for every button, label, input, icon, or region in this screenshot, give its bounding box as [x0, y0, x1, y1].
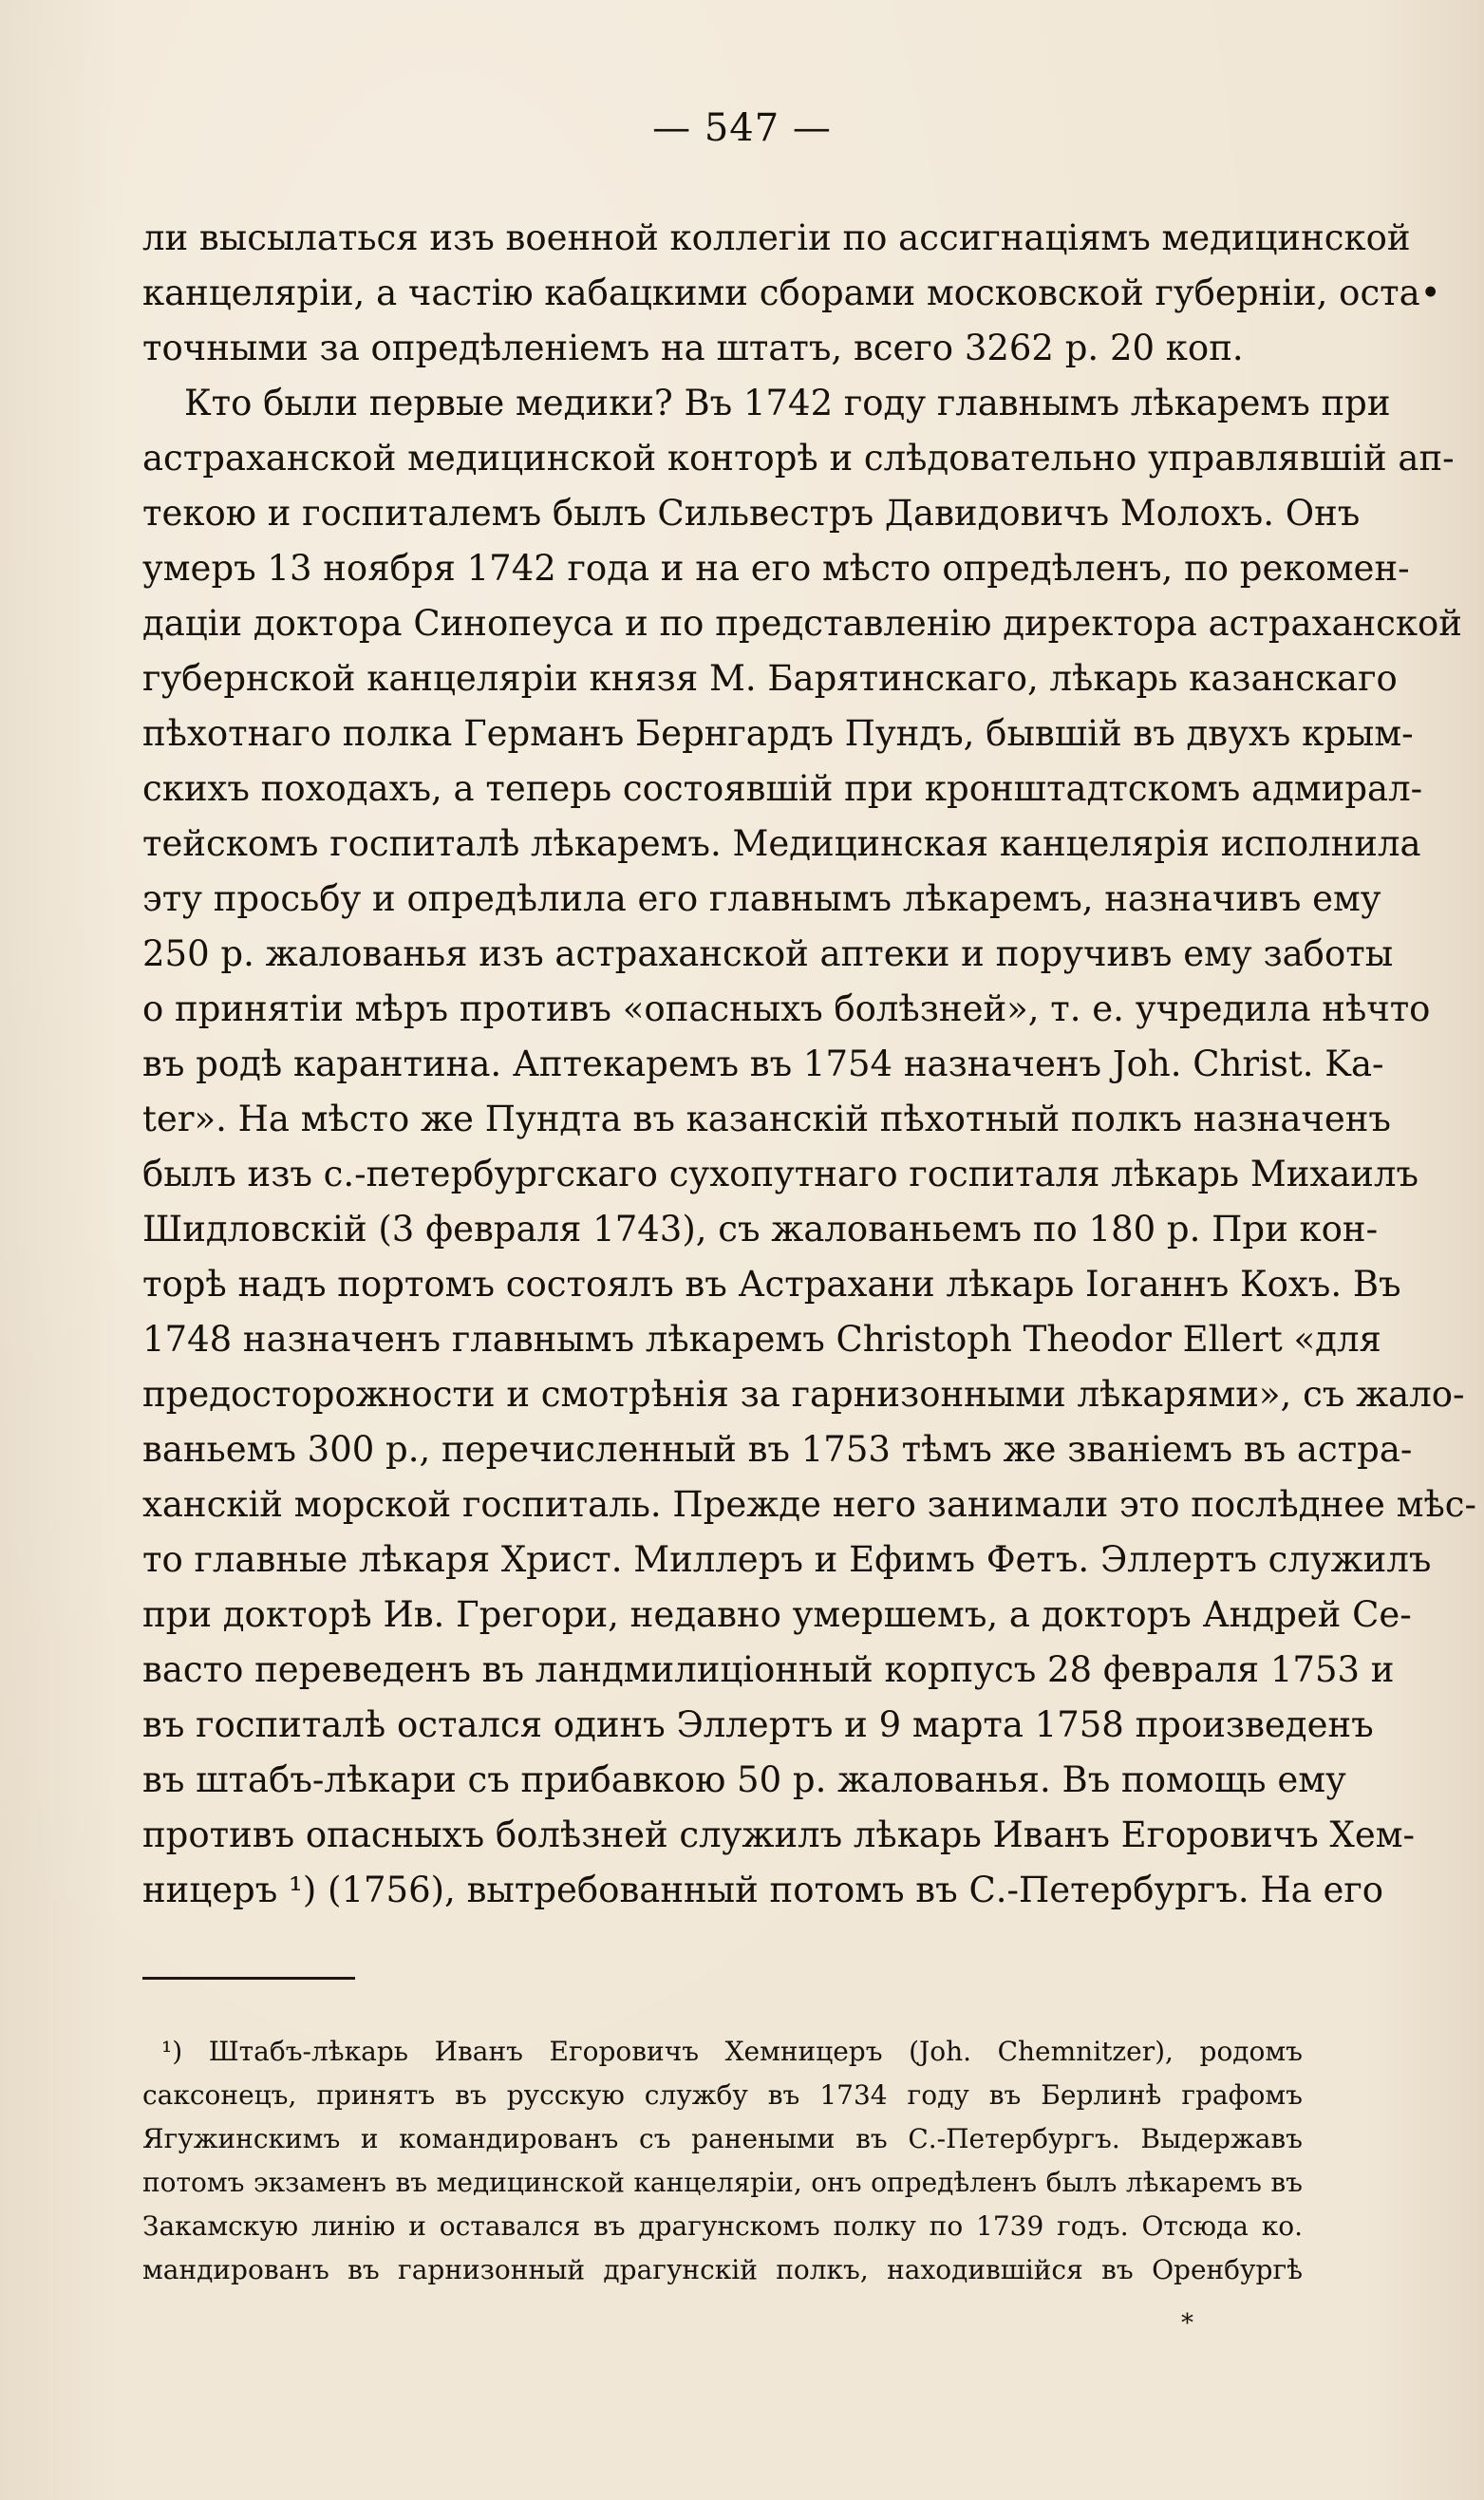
text-line: васто переведенъ въ ландмилиціонный корпусъ 28 февраля 1753 и	[142, 1649, 1395, 1690]
text-line: астраханской медицинской конторѣ и слѣдовательно управлявшій ап-	[142, 438, 1455, 479]
page-number: — 547 —	[652, 106, 832, 150]
text-line: Кто были первые медики? Въ 1742 году главнымъ лѣкаремъ при	[184, 383, 1391, 423]
text-line: канцеляріи, а частію кабацкими сборами московской губерніи, оста•	[142, 273, 1441, 313]
text-line: скихъ походахъ, а теперь состоявшій при кронштадтскомъ адмирал-	[142, 768, 1423, 809]
text-line: точными за опредѣленіемъ на штатъ, всего 3262 р. 20 коп.	[142, 328, 1244, 368]
footnotes	[142, 2030, 1303, 2292]
text-line: ваньемъ 300 р., перечисленный въ 1753 тѣмъ же званіемъ въ астра-	[142, 1429, 1413, 1470]
text-line: пѣхотнаго полка Германъ Бернгардъ Пундъ, бывшій въ двухъ крым-	[142, 713, 1414, 754]
text-line: въ родѣ карантина. Аптекаремъ въ 1754 назначенъ Joh. Christ. Ka-	[142, 1043, 1384, 1084]
footnote-line: Закамскую линію и оставался въ драгунскомъ полку по 1739 годъ. Отсюда ко.	[142, 2210, 1303, 2242]
footnote-separator	[142, 1977, 355, 1980]
text-line: предосторожности и смотрѣнія за гарнизонными лѣкарями», съ жало-	[142, 1374, 1465, 1415]
text-line: 1748 назначенъ главнымъ лѣкаремъ Christoph Theodor Ellert «для	[142, 1319, 1381, 1360]
text-line: при докторѣ Ив. Грегори, недавно умершемъ, а докторъ Андрей Се-	[142, 1594, 1412, 1635]
text-line: ханскій морской госпиталь. Прежде него занимали это послѣднее мѣс-	[142, 1484, 1477, 1525]
text-line: въ госпиталѣ остался одинъ Эллертъ и 9 марта 1758 произведенъ	[142, 1704, 1374, 1745]
text-line: то главные лѣкаря Христ. Миллеръ и Ефимъ Фетъ. Эллертъ служилъ	[142, 1539, 1432, 1580]
text-line: текою и госпиталемъ былъ Сильвестръ Давидовичъ Молохъ. Онъ	[142, 493, 1361, 534]
footnote-line: Ягужинскимъ и командированъ съ ранеными въ С.-Петербургъ. Выдержавъ	[142, 2123, 1303, 2154]
text-line: эту просьбу и опредѣлила его главнымъ лѣкаремъ, назначивъ ему	[142, 878, 1381, 919]
text-line: ли высылаться изъ военной коллегіи по ассигнаціямъ медицинской	[142, 217, 1411, 258]
text-line: ницеръ ¹) (1756), вытребованный потомъ въ С.-Петербургъ. На его	[142, 1870, 1384, 1910]
text-line: торѣ надъ портомъ состоялъ въ Астрахани лѣкарь Іоганнъ Кохъ. Въ	[142, 1264, 1401, 1305]
text-line: о принятіи мѣръ противъ «опасныхъ болѣзней», т. е. учредила нѣчто	[142, 988, 1431, 1029]
footnote-line: потомъ экзаменъ въ медицинской канцеляріи, онъ опредѣленъ былъ лѣкаремъ въ	[142, 2167, 1303, 2198]
text-line: умеръ 13 ноября 1742 года и на его мѣсто опредѣленъ, по рекомен-	[142, 548, 1410, 589]
text-line: ter». На мѣсто же Пундта въ казанскій пѣхотный полкъ назначенъ	[142, 1099, 1391, 1139]
text-line: Шидловскій (3 февраля 1743), съ жалованьемъ по 180 р. При кон-	[142, 1209, 1379, 1250]
signature-mark: *	[1181, 2309, 1193, 2338]
text-line: тейскомъ госпиталѣ лѣкаремъ. Медицинская канцелярія исполнила	[142, 823, 1421, 864]
footnote-line: ¹) Штабъ-лѣкарь Иванъ Егоровичъ Хемницеръ (Joh. Chemnitzer), родомъ	[161, 2036, 1303, 2067]
text-line: 250 р. жалованья изъ астраханской аптеки и поручивъ ему заботы	[142, 933, 1394, 974]
footnote-line: саксонецъ, принятъ въ русскую службу въ 1734 году въ Берлинѣ графомъ	[142, 2079, 1303, 2111]
text-line: былъ изъ с.-петербургскаго сухопутнаго госпиталя лѣкарь Михаилъ	[142, 1154, 1418, 1194]
text-line: даціи доктора Синопеуса и по представленію директора астраханской	[142, 603, 1462, 644]
text-line: губернской канцеляріи князя М. Барятинскаго, лѣкарь казанскаго	[142, 658, 1398, 699]
text-line: противъ опасныхъ болѣзней служилъ лѣкарь Иванъ Егоровичъ Хем-	[142, 1814, 1416, 1855]
main-text	[142, 211, 1477, 1918]
footnote-line: мандированъ въ гарнизонный драгунскій полкъ, находившійся въ Оренбургѣ	[142, 2254, 1303, 2285]
text-line: въ штабъ-лѣкари съ прибавкою 50 р. жалованья. Въ помощь ему	[142, 1759, 1346, 1800]
